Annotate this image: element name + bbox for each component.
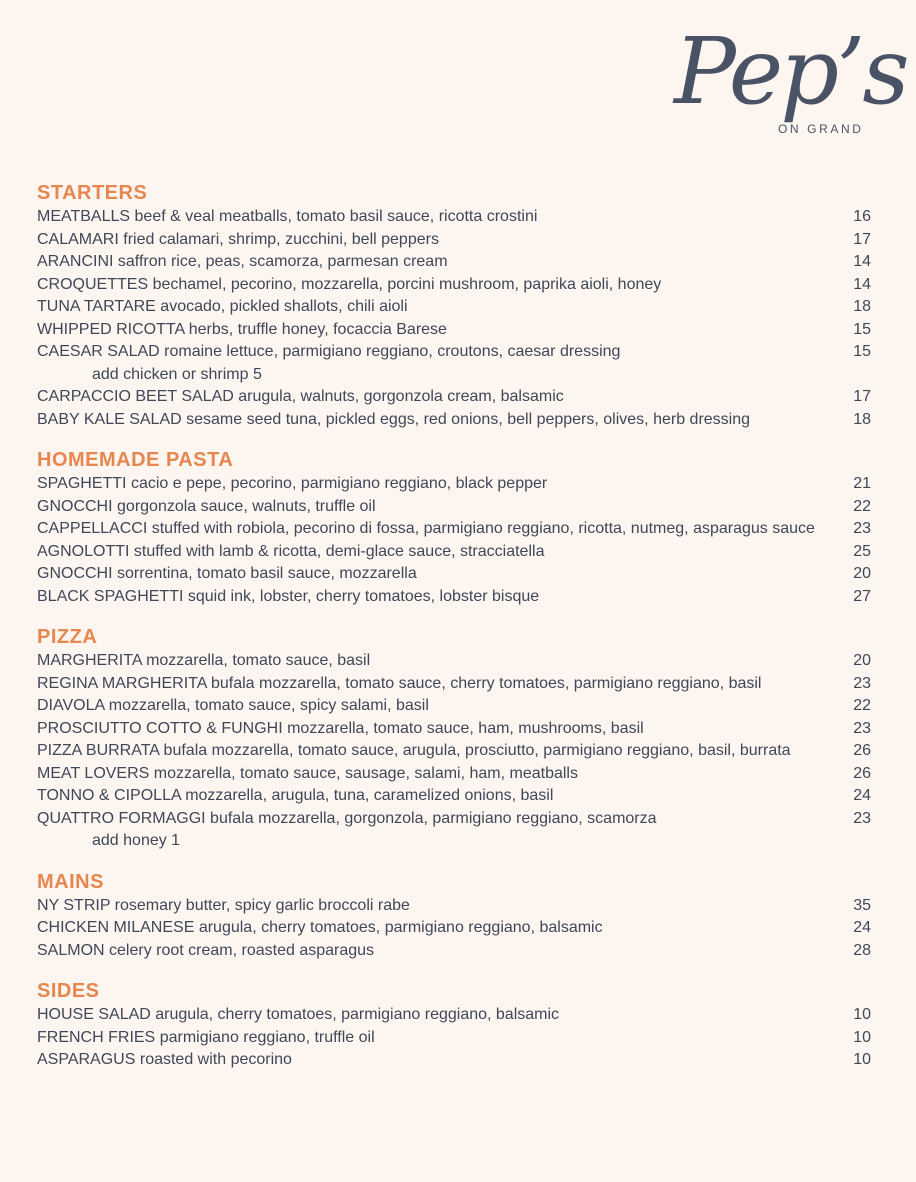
menu [37, 180, 871, 1088]
menu-item-description: mozzarella, tomato sauce, sausage, salami, ham, meatballs [153, 764, 578, 782]
menu-item-description: fried calamari, shrimp, zucchini, bell peppers [123, 230, 439, 248]
menu-section [37, 447, 871, 608]
menu-item-text [37, 229, 845, 252]
menu-item-text [37, 496, 845, 519]
menu-item-description: rosemary butter, spicy garlic broccoli rabe [114, 896, 410, 914]
menu-item-name: QUATTRO FORMAGGI [37, 809, 206, 827]
menu-item-text [37, 563, 845, 586]
section-title: STARTERS [37, 182, 148, 204]
menu-item-price: 26 [853, 764, 871, 782]
menu-item-description: sesame seed tuna, pickled eggs, red onions, bell peppers, olives, herb dressing [186, 410, 751, 428]
menu-item-description: bufala mozzarella, tomato sauce, cherry tomatoes, parmigiano reggiano, basil [210, 674, 762, 692]
menu-item-price: 17 [853, 388, 871, 405]
menu-item-description: beef & veal meatballs, tomato basil sauce, ricotta crostini [134, 208, 538, 225]
menu-item-text [37, 586, 845, 609]
menu-item-description: mozzarella, tomato sauce, basil [146, 652, 371, 669]
menu-item-text [37, 341, 845, 364]
menu-item-name: TONNO & CIPOLLA [37, 787, 181, 804]
menu-item [37, 673, 871, 696]
menu-item-name: DIAVOLA [37, 697, 105, 714]
menu-item-text [37, 917, 845, 940]
menu-item-name: PIZZA BURRATA [37, 742, 160, 759]
menu-item-price: 20 [853, 565, 871, 582]
menu-section [37, 978, 871, 1072]
menu-item-text [37, 518, 845, 541]
menu-item-text [37, 251, 845, 274]
restaurant-logo [668, 18, 907, 166]
menu-item-name: HOUSE SALAD [37, 1006, 151, 1023]
menu-item-description: squid ink, lobster, cherry tomatoes, lobster bisque [187, 587, 540, 605]
menu-item-price: 35 [853, 896, 871, 914]
menu-item-text [37, 409, 845, 432]
menu-item-price: 23 [853, 520, 871, 537]
menu-item-description: bufala mozzarella, gorgonzola, parmigiano reggiano, scamorza [210, 809, 657, 827]
menu-item-description: bufala mozzarella, tomato sauce, arugula, prosciutto, parmigiano reggiano, basil, burrata [163, 742, 791, 759]
menu-item-price: 27 [853, 587, 871, 605]
menu-item-name: ASPARAGUS [37, 1051, 136, 1068]
menu-item-price: 28 [853, 941, 871, 959]
menu-item [37, 718, 871, 741]
menu-item-name: MEATBALLS [37, 208, 131, 225]
menu-item-description: celery root cream, roasted asparagus [109, 941, 375, 959]
menu-item-name: MARGHERITA [37, 652, 142, 669]
menu-item-description: mozzarella, tomato sauce, spicy salami, basil [108, 697, 429, 714]
menu-item-price: 20 [853, 652, 871, 669]
menu-item-addon: add honey 1 [92, 832, 181, 849]
menu-item-price: 10 [853, 1006, 871, 1023]
menu-item-text [37, 1004, 845, 1027]
menu-item-text [37, 274, 845, 297]
menu-item-price: 23 [853, 674, 871, 692]
menu-item-description: cacio e pepe, pecorino, parmigiano reggiano, black pepper [130, 475, 548, 492]
menu-item-text [37, 763, 845, 786]
section-title: PIZZA [37, 626, 98, 648]
menu-item [37, 740, 871, 763]
menu-item [37, 563, 871, 586]
section-title: MAINS [37, 870, 104, 893]
menu-item-price: 15 [853, 343, 871, 360]
menu-item-description: bechamel, pecorino, mozzarella, porcini mushroom, paprika aioli, honey [152, 275, 662, 293]
menu-item-name: BABY KALE SALAD [37, 410, 182, 428]
logo-subtitle: ON GRAND [778, 122, 864, 136]
menu-item-name: CALAMARI [37, 230, 119, 248]
menu-item [37, 695, 871, 718]
menu-item-text [37, 808, 845, 831]
menu-item [37, 1027, 871, 1050]
menu-item-text [37, 1027, 845, 1050]
menu-item [37, 763, 871, 786]
menu-item-text [37, 473, 845, 496]
menu-item-name: MEAT LOVERS [37, 764, 150, 782]
menu-item-text [37, 206, 845, 229]
menu-item [37, 541, 871, 564]
menu-item [37, 251, 871, 274]
menu-item-name: BLACK SPAGHETTI [37, 587, 184, 605]
menu-item-name: GNOCCHI [37, 497, 113, 515]
menu-item-text [37, 785, 845, 808]
menu-item-description: arugula, walnuts, gorgonzola cream, balsamic [238, 388, 564, 405]
menu-item [37, 586, 871, 609]
menu-item-price: 26 [853, 742, 871, 759]
menu-item [37, 473, 871, 496]
menu-item-price: 15 [853, 320, 871, 338]
menu-item-price: 18 [853, 410, 871, 428]
menu-section [37, 180, 871, 431]
menu-item [37, 409, 871, 432]
menu-item-description: herbs, truffle honey, focaccia Barese [188, 320, 447, 338]
menu-item-name: CAPPELLACCI [37, 520, 148, 537]
menu-item-price: 10 [853, 1051, 871, 1068]
menu-item [37, 808, 871, 831]
menu-item-text [37, 1049, 845, 1072]
menu-item [37, 518, 871, 541]
menu-item-name: ARANCINI [37, 253, 114, 270]
menu-item-description: avocado, pickled shallots, chili aioli [160, 298, 408, 315]
menu-item [37, 296, 871, 319]
menu-item-name: REGINA MARGHERITA [37, 674, 207, 692]
menu-item-name: WHIPPED RICOTTA [37, 320, 185, 338]
menu-item-description: arugula, cherry tomatoes, parmigiano reggiano, balsamic [198, 919, 603, 936]
menu-item-text [37, 895, 845, 918]
menu-item-text [37, 650, 845, 673]
menu-item [37, 206, 871, 229]
logo-script: Pep’s [674, 18, 907, 125]
menu-item-name: SALMON [37, 941, 105, 959]
menu-item-name: CHICKEN MILANESE [37, 919, 195, 936]
menu-item-price: 18 [853, 298, 871, 315]
menu-section [37, 869, 871, 963]
menu-item-price: 21 [853, 475, 871, 492]
menu-item-text [37, 718, 845, 741]
menu-item [37, 496, 871, 519]
menu-item-addon: add chicken or shrimp 5 [92, 365, 262, 383]
menu-item-name: CROQUETTES [37, 275, 149, 293]
menu-item-name: SPAGHETTI [37, 475, 127, 492]
menu-item [37, 785, 871, 808]
menu-item-name: AGNOLOTTI [37, 542, 130, 560]
menu-item-name: CAESAR SALAD [37, 343, 160, 360]
menu-item-name: FRENCH FRIES [37, 1028, 156, 1046]
menu-item-text [37, 695, 845, 718]
menu-item-price: 16 [853, 208, 871, 225]
menu-item-text [37, 296, 845, 319]
menu-item-price: 24 [853, 787, 871, 804]
menu-item-price: 25 [853, 542, 871, 560]
menu-item-name: PROSCIUTTO COTTO & FUNGHI [37, 719, 283, 737]
menu-item [37, 650, 871, 673]
menu-item [37, 940, 871, 963]
menu-item-price: 17 [853, 230, 871, 248]
menu-item-description: mozzarella, arugula, tuna, caramelized onions, basil [185, 787, 554, 804]
menu-item [37, 1004, 871, 1027]
menu-item-price: 24 [853, 919, 871, 936]
menu-item-price: 22 [853, 697, 871, 714]
menu-item [37, 274, 871, 297]
menu-item [37, 341, 871, 364]
menu-item-description: stuffed with lamb & ricotta, demi-glace sauce, stracciatella [133, 542, 545, 560]
menu-item [37, 319, 871, 342]
menu-item-text [37, 740, 845, 763]
section-title: HOMEMADE PASTA [37, 449, 234, 471]
menu-item-name: GNOCCHI [37, 565, 113, 582]
menu-item [37, 386, 871, 409]
menu-item [37, 1049, 871, 1072]
menu-item-name: CARPACCIO BEET SALAD [37, 388, 234, 405]
menu-section [37, 624, 871, 853]
section-title: SIDES [37, 980, 100, 1002]
menu-item-price: 14 [853, 275, 871, 293]
menu-item-price: 14 [853, 253, 871, 270]
menu-item-description: stuffed with robiola, pecorino di fossa, parmigiano reggiano, ricotta, nutmeg, asparagus sauce [151, 520, 815, 537]
menu-item-description: sorrentina, tomato basil sauce, mozzarella [117, 565, 417, 582]
menu-item-text [37, 940, 845, 963]
menu-item [37, 895, 871, 918]
menu-item-text [37, 673, 845, 696]
menu-item [37, 229, 871, 252]
menu-item-price: 23 [853, 809, 871, 827]
menu-item [37, 917, 871, 940]
menu-item-description: romaine lettuce, parmigiano reggiano, croutons, caesar dressing [164, 343, 621, 360]
menu-item-description: parmigiano reggiano, truffle oil [159, 1028, 375, 1046]
menu-item-name: NY STRIP [37, 896, 111, 914]
menu-item-price: 10 [853, 1028, 871, 1046]
menu-item-description: roasted with pecorino [139, 1051, 292, 1068]
menu-item-name: TUNA TARTARE [37, 298, 156, 315]
menu-item-price: 22 [853, 497, 871, 515]
menu-item-description: saffron rice, peas, scamorza, parmesan cream [117, 253, 448, 270]
menu-item-price: 23 [853, 719, 871, 737]
menu-item-text [37, 386, 845, 409]
menu-item-text [37, 319, 845, 342]
menu-item-description: mozzarella, tomato sauce, ham, mushrooms, basil [287, 719, 644, 737]
menu-item-text [37, 541, 845, 564]
menu-item-description: arugula, cherry tomatoes, parmigiano reggiano, balsamic [155, 1006, 560, 1023]
menu-item-description: gorgonzola sauce, walnuts, truffle oil [117, 497, 376, 515]
